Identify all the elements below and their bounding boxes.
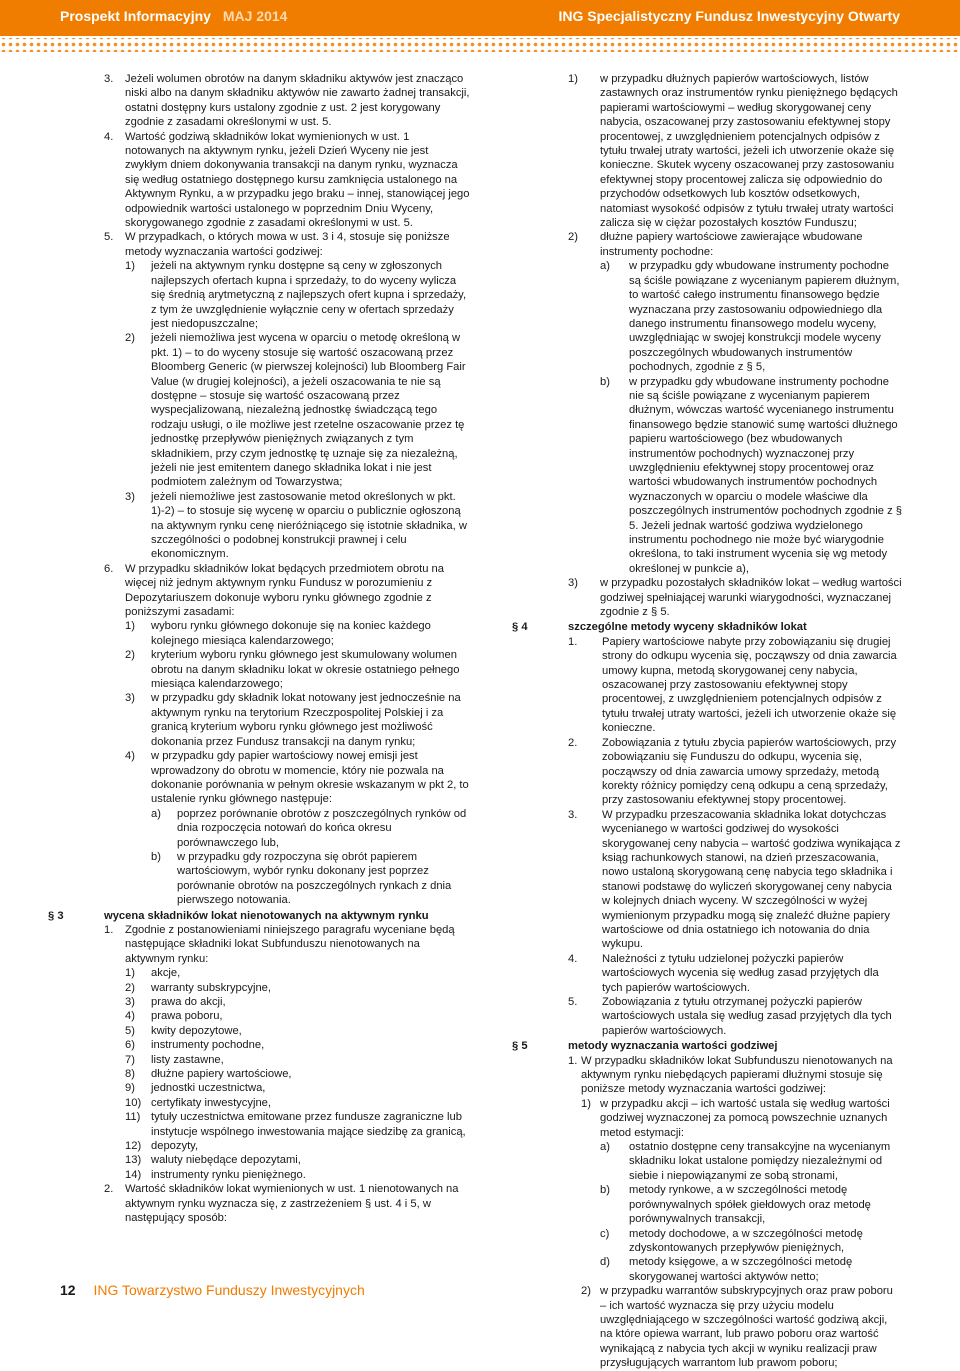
list-item bbox=[104, 259, 472, 331]
paragraph-number: 1. bbox=[568, 1054, 578, 1067]
list-text: instrumenty rynku pieniężnego. bbox=[151, 1168, 306, 1181]
list-number: 5) bbox=[125, 1024, 135, 1037]
list-number: 2) bbox=[568, 231, 578, 244]
list-text: akcje, bbox=[151, 967, 181, 980]
list-item bbox=[104, 1139, 472, 1153]
paragraph bbox=[568, 1054, 902, 1097]
paragraph bbox=[104, 1182, 472, 1225]
paragraph-number: 2. bbox=[104, 1183, 114, 1196]
asset-list bbox=[104, 966, 472, 1182]
list-item bbox=[104, 1153, 472, 1167]
list-text: prawa poboru, bbox=[151, 1010, 223, 1023]
paragraph-text: Jeżeli wolumen obrotów na danym składniku aktywów jest znacząco niski albo na danym składniku aktywów nie zawarto żadnej transakcji, ostatni dostępny kurs ustalony zgodnie z ust. 2 jest korygowany zgodnie z zasadami określonymi w ust. 5. bbox=[125, 73, 470, 129]
list-item bbox=[104, 1081, 472, 1095]
list-number: a) bbox=[600, 1141, 610, 1154]
list-number: b) bbox=[600, 1184, 610, 1197]
sub-list-text: w przypadku gdy rozpoczyna się obrót papierem wartościowym, wybór rynku dokonany jest poprzez porównanie obrotów na poszczególnych rynkach z dnia pierwszego notowania. bbox=[177, 850, 452, 907]
paragraph-number: 1. bbox=[104, 923, 114, 936]
sub-list-letter: b) bbox=[600, 375, 610, 388]
paragraph-text: W przypadku składników lokat Subfunduszu nienotowanych na aktywnym rynku niebędących papierami dłużnymi stosuje się poniższe metody wyznaczania wartości godziwej: bbox=[581, 1054, 893, 1096]
section-mark: § 3 bbox=[48, 909, 64, 922]
list-text: Zobowiązania z tytułu otrzymanej pożyczki papierów wartościowych ustala się według zasad przyjętych dla tych papierów wartościowych. bbox=[602, 996, 892, 1037]
list-number: 1) bbox=[125, 260, 135, 273]
list-item bbox=[568, 1140, 902, 1183]
list-text: w przypadku gdy składnik lokat notowany jest jednocześnie na aktywnym rynku na terytorium Rzeczpospolitej Polskiej i za granicą kryterium wyboru rynku głównego jest możliwość dokonania przez Fundusz transakcji na danym rynku; bbox=[151, 692, 461, 748]
list-item bbox=[104, 648, 472, 691]
list-number: c) bbox=[600, 1227, 610, 1240]
paragraph-text: W przypadku składników lokat będących przedmiotem obrotu na więcej niż jednym aktywnym rynku Fundusz w porozumieniu z Depozytariuszem dokonuje wyboru rynku głównego zgodnie z poniższymi zasadami: bbox=[125, 562, 445, 619]
list-item bbox=[104, 995, 472, 1009]
paragraph bbox=[104, 923, 472, 966]
list-item bbox=[104, 1024, 472, 1038]
list-number: 2) bbox=[581, 1285, 591, 1298]
list-item bbox=[104, 331, 472, 489]
list-text: ostatnio dostępne ceny transakcyjne na wycenianym składniku lokat ustalone pomiędzy niezależnymi od siebie i niepowiązanymi ze sobą stronami, bbox=[629, 1141, 891, 1182]
list-number: 4) bbox=[125, 750, 135, 763]
list-text: kwity depozytowe, bbox=[151, 1024, 242, 1037]
list-number: 1) bbox=[125, 620, 135, 633]
list-number: 13) bbox=[125, 1154, 142, 1167]
list-text: w przypadku warrantów subskrypcyjnych oraz praw poboru – ich wartość wyznacza się przy użyciu modelu uwzględniającego w szczególności wartość godziwą akcji, na które opiewa warrant, lub prawo poboru oraz wartość wynikającą z nabycia tych akcji w wyniku realizacji praw przysługujących warrantom lub prawom poboru; bbox=[600, 1285, 893, 1370]
list-text: warranty subskrypcyjne, bbox=[151, 981, 271, 994]
header-left bbox=[60, 8, 287, 24]
section-heading bbox=[512, 620, 902, 634]
list-text: metody dochodowe, a w szczególności metodę zdyskontowanych przepływów pieniężnych, bbox=[629, 1227, 863, 1254]
paragraph bbox=[104, 72, 472, 130]
list-text: prawa do akcji, bbox=[151, 996, 226, 1008]
list-number: 4) bbox=[125, 1010, 135, 1023]
list-item bbox=[568, 995, 902, 1038]
list-text: w przypadku dłużnych papierów wartościowych, listów zastawnych oraz instrumentów rynku pieniężnego będących papierami wartościowymi – według skorygowanej ceny nabycia, oszacowanej przy zastosowaniu efektywnej stopy procentowej, z uwzględnieniem potencjalnych odpisów z tytułu trwałej utraty wartości, jeżeli ich utworzenie okaże się konieczne. Skutek wyceny oszacowanej przy zastosowaniu efektywnej stopy procentowej zalicza się odpowiednio do przychodów odsetkowych lub kosztów odsetkowych, natomiast wysokość odpisów z tytułu trwałej utraty wartości zalicza się w ciężar pozostałych kosztów Funduszu; bbox=[600, 73, 898, 230]
left-column bbox=[48, 72, 472, 1226]
paragraph bbox=[104, 562, 472, 620]
list-item bbox=[104, 490, 472, 562]
sub-list-item bbox=[568, 259, 902, 374]
list-text: Należności z tytułu udzielonej pożyczki papierów wartościowych wycenia się według zasad przyjętych dla tych papierów wartościowych. bbox=[602, 952, 879, 994]
list-number: d) bbox=[600, 1256, 610, 1269]
list-item bbox=[104, 1096, 472, 1110]
page-number: 12 bbox=[60, 1282, 76, 1298]
list-number: 8) bbox=[125, 1068, 135, 1081]
sub-list-letter: b) bbox=[151, 850, 161, 863]
fund-name: ING Specjalistyczny Fundusz Inwestycyjny Otwarty bbox=[558, 8, 900, 24]
list-text: W przypadku przeszacowania składnika lokat dotychczas wycenianego w wartości godziwej do wysokości skorygowanej ceny nabycia – wartość godziwa wynikająca z ksiąg rachunkowych stanowi, na dzień przeszacowania, nowo ustaloną skorygowaną cenę nabycia tego składnika i stanowi podstawę do wyliczeń skorygowanej ceny nabycia w kolejnych dniach wyceny. W szczególności w wyżej wymienionym przypadku mogą się znaleźć dłużne papiery wartościowe od dnia ostatniego ich notowania do dnia wykupu. bbox=[602, 808, 901, 951]
paragraph-number: 3. bbox=[104, 73, 114, 85]
list-number: 1. bbox=[568, 635, 578, 648]
list-item bbox=[568, 72, 902, 230]
paragraph-number: 4. bbox=[104, 130, 114, 143]
list-number: 7) bbox=[125, 1053, 135, 1066]
paragraph-number: 6. bbox=[104, 562, 114, 575]
list-text: instrumenty pochodne, bbox=[151, 1039, 265, 1052]
list-text: dłużne papiery wartościowe zawierające wbudowane instrumenty pochodne: bbox=[600, 231, 863, 258]
list-item bbox=[104, 966, 472, 980]
list-item bbox=[568, 736, 902, 808]
right-column bbox=[512, 72, 903, 1371]
page-header bbox=[0, 0, 960, 36]
list-text: certyfikaty inwestycyjne, bbox=[151, 1096, 271, 1109]
list-text: depozyty, bbox=[151, 1140, 199, 1153]
list-item bbox=[104, 1038, 472, 1052]
list-item bbox=[104, 691, 472, 749]
sub-list-text: w przypadku gdy wbudowane instrumenty pochodne nie są ściśle powiązane z wycenianym papierem dłużnym, wówczas wartość wycenianego instrumentu finansowego będzie stanowić sumę wartości dłużnego papieru wartościowego (bez wbudowanych instrumentów pochodnych) wyznaczonej przy uwzględnieniu efektywnej stopy procentowej oraz wartości wbudowanych instrumentów pochodnych wyznaczonych w oparciu o modele właściwe dla poszczególnych instrumentów pochodnych zgodnie z § 5. Jeżeli jednak wartość godziwa wydzielonego instrumentu pochodnego nie może być wiarygodnie określona, to taki instrument wycenia się wg metody określonej w punkcie a), bbox=[629, 375, 903, 575]
list-text: metody rynkowe, a w szczególności metodę porównywalnych spółek giełdowych oraz metodę porównywalnych transakcji, bbox=[629, 1184, 871, 1226]
list-number: 5. bbox=[568, 996, 578, 1008]
list-number: 1) bbox=[568, 73, 578, 85]
list-number: 11) bbox=[125, 1111, 141, 1124]
sub-list-letter: a) bbox=[600, 260, 610, 273]
list-number: 1) bbox=[125, 967, 135, 980]
sub-list-letter: a) bbox=[151, 807, 161, 820]
list-text: w przypadku gdy papier wartościowy nowej emisji jest wprowadzony do obrotu w momencie, który nie pozwala na dokonanie porównania w pełnym okresie wskazanym w pkt 2, to ustalenie rynku głównego następuje: bbox=[151, 750, 469, 806]
list-text: metody księgowe, a w szczególności metodę skorygowanej wartości aktywów netto; bbox=[629, 1256, 853, 1283]
list-item bbox=[568, 635, 902, 736]
paragraph bbox=[104, 130, 472, 231]
section-title: szczególne metody wyceny składników lokat bbox=[568, 621, 807, 634]
list-text: waluty niebędące depozytami, bbox=[151, 1154, 301, 1167]
list-item bbox=[568, 576, 902, 619]
list-number: 3. bbox=[568, 808, 578, 821]
page-footer bbox=[60, 1282, 365, 1298]
list-item bbox=[104, 619, 472, 648]
list-number: 10) bbox=[125, 1096, 142, 1109]
list-number: 9) bbox=[125, 1082, 135, 1095]
paragraph-number: 5. bbox=[104, 231, 114, 244]
list-text: wyboru rynku głównego dokonuje się na koniec każdego kolejnego miesiąca kalendarzowego; bbox=[151, 620, 431, 647]
dotted-divider bbox=[0, 38, 960, 52]
sub-list bbox=[568, 1140, 902, 1284]
section-heading bbox=[512, 1039, 902, 1053]
paragraph-text: Wartość godziwą składników lokat wymienionych w ust. 1 notowanych na aktywnym rynku, jeżeli Dzień Wyceny nie jest zwykłym dniem dokonywania transakcji na danym rynku, wyznacza się według ostatniego dostępnego kursu zamknięcia ustalonego na Aktywnym Rynku, a w przypadku jego braku – innej, stanowiącej jego odpowiednik wartości ustalonego w poprzednim Dniu Wyceny, skorygowanego zgodnie z zasadami określonymi w ust. 5. bbox=[125, 130, 470, 230]
list-item bbox=[568, 952, 902, 995]
paragraph-text: Zgodnie z postanowieniami niniejszego paragrafu wyceniane będą następujące składniki lokat Subfunduszu nienotowanych na aktywnym rynku: bbox=[125, 923, 455, 965]
paragraph bbox=[104, 230, 472, 259]
list-number: 3) bbox=[125, 692, 135, 705]
list-item bbox=[568, 1183, 902, 1226]
list-number: 2. bbox=[568, 736, 578, 749]
paragraph-text: Wartość składników lokat wymienionych w ust. 1 nienotowanych na aktywnym rynku wyznacza się, z zastrzeżeniem § ust. 4 i 5, w następujący sposób: bbox=[125, 1183, 459, 1225]
sub-list-text: poprzez porównanie obrotów z poszczególnych rynków od dnia rozpoczęcia notowań do końca okresu porównawczego lub, bbox=[177, 807, 467, 849]
list-number: 3) bbox=[125, 996, 135, 1008]
list-item bbox=[568, 1284, 902, 1370]
list-item bbox=[568, 1227, 902, 1256]
list-item bbox=[568, 808, 902, 952]
list-text: dłużne papiery wartościowe, bbox=[151, 1068, 292, 1081]
list-text: tytuły uczestnictwa emitowane przez fundusze zagraniczne lub instytucje wspólnego inwestowania mające siedzibę za granicą, bbox=[151, 1111, 466, 1138]
list-number: 4. bbox=[568, 952, 578, 965]
document-date: MAJ 2014 bbox=[222, 8, 288, 24]
list-text: kryterium wyboru rynku głównego jest skumulowany wolumen obrotu na danym składniku lokat w okresie ostatniego pełnego miesiąca kalendarzowego; bbox=[151, 649, 460, 691]
list-number: 6) bbox=[125, 1039, 135, 1052]
company-name: ING Towarzystwo Funduszy Inwestycyjnych bbox=[93, 1282, 365, 1298]
list-item bbox=[568, 1097, 902, 1140]
list-item bbox=[568, 1255, 902, 1284]
section-title: metody wyznaczania wartości godziwej bbox=[568, 1040, 778, 1053]
list-text: listy zastawne, bbox=[151, 1053, 224, 1066]
list-number: 2) bbox=[125, 981, 135, 994]
list-number: 14) bbox=[125, 1168, 142, 1181]
list-text: Zobowiązania z tytułu zbycia papierów wartościowych, przy zobowiązaniu się Funduszu do odkupu, wycenia się, począwszy od dnia zawarcia umowy sprzedaży, metodą korekty różnicy pomiędzy ceną odkupu a ceną sprzedaży, przy zastosowaniu efektywnej stopy procentowej. bbox=[602, 736, 897, 807]
section-title: wycena składników lokat nienotowanych na aktywnym rynku bbox=[104, 909, 429, 922]
section-mark: § 4 bbox=[512, 621, 528, 634]
list-item bbox=[104, 1009, 472, 1023]
sub-list-item bbox=[104, 850, 472, 908]
list-text: jednostki uczestnictwa, bbox=[151, 1082, 266, 1095]
list-item bbox=[104, 1110, 472, 1139]
document-title: Prospekt Informacyjny bbox=[60, 8, 211, 24]
list-item bbox=[104, 1053, 472, 1067]
list-number: 3) bbox=[568, 577, 578, 590]
list-text: Papiery wartościowe nabyte przy zobowiązaniu się drugiej strony do odkupu wycenia się, począwszy od dnia zawarcia umowy kupna, metodą skorygowanej ceny nabycia, oszacowanej przy zastosowaniu efektywnej stopy procentowej, z uwzględnieniem potencjalnych odpisów z tytułu trwałej utraty wartości, jeżeli ich utworzenie okaże się konieczne. bbox=[602, 635, 897, 735]
paragraph-text: W przypadkach, o których mowa w ust. 3 i 4, stosuje się poniższe metody wyznaczania wartości godziwej: bbox=[125, 231, 450, 258]
section-heading bbox=[48, 909, 472, 923]
list-item bbox=[104, 981, 472, 995]
sub-list-item bbox=[104, 807, 472, 850]
list-number: 2) bbox=[125, 332, 135, 345]
list-number: 12) bbox=[125, 1140, 142, 1153]
sub-list-text: w przypadku gdy wbudowane instrumenty pochodne są ściśle powiązane z wycenianym papierem dłużnym, to wartość całego instrumentu finansowego będzie wyznaczana przy zastosowaniu odpowiedniego dla danego instrumentu finansowego modelu wyceny, uwzględniając w swojej konstrukcji modele wyceny poszczególnych wbudowanych instrumentów pochodnych, zgodnie z § 5, bbox=[629, 260, 900, 374]
sub-list-item bbox=[568, 375, 902, 577]
list-item bbox=[104, 1067, 472, 1081]
list-number: 3) bbox=[125, 490, 135, 503]
list-text: w przypadku pozostałych składników lokat – według wartości godziwej spełniającej warunki wiarygodności, wyznaczanej zgodnie z § 5. bbox=[600, 577, 902, 619]
numbered-list bbox=[568, 635, 902, 1038]
list-text: jeżeli niemożliwe jest zastosowanie metod określonych w pkt. 1)-2) – to stosuje się wycenę w oparciu o publicznie ogłoszoną na aktywnym rynku cenę nieróżniącego się istotnie składnika, w szczególności o podobnej konstrukcji prawnej i celu ekonomicznym. bbox=[151, 490, 467, 561]
list-number: 1) bbox=[581, 1097, 591, 1110]
list-text: jeżeli na aktywnym rynku dostępne są ceny w zgłoszonych najlepszych ofertach kupna i sprzedaży, to do wyceny wylicza się średnią arytmetyczną z najlepszych ofert kupna i sprzedaży, z tym że uwzględnienie wyłącznie ceny w ofertach sprzedaży jest niedopuszczalne; bbox=[151, 260, 467, 330]
list-text: jeżeli niemożliwa jest wycena w oparciu o metodę określoną w pkt. 1) – to do wyceny stosuje się wartość oszacowaną przez Bloomberg Generic (w pierwszej kolejności) lub Bloomberg Fair Value (w drugiej kolejności), a jeżeli oszacowania te nie są dostępne – stosuje się wartość oszacowaną przez wyspecjalizowaną, niezależną jednostkę świadczącą tego rodzaju usługi, o ile możliwe jest rzetelne oszacowanie przez tę jednostkę przepływów pieniężnych związanych z tym składnikiem, przy czym jednostkę tę uznaje się za niezależną, jeżeli nie jest emitentem danego składnika lokat i nie jest podmiotem zależnym od Towarzystwa; bbox=[151, 332, 466, 489]
list-number: 2) bbox=[125, 649, 135, 662]
list-text: w przypadku akcji – ich wartość ustala się według wartości godziwej wyznaczonej za pomocą powszechnie uznanych metod estymacji: bbox=[600, 1097, 890, 1139]
list-item bbox=[568, 230, 902, 259]
section-mark: § 5 bbox=[512, 1040, 528, 1053]
list-item bbox=[104, 749, 472, 807]
list-item bbox=[104, 1168, 472, 1182]
